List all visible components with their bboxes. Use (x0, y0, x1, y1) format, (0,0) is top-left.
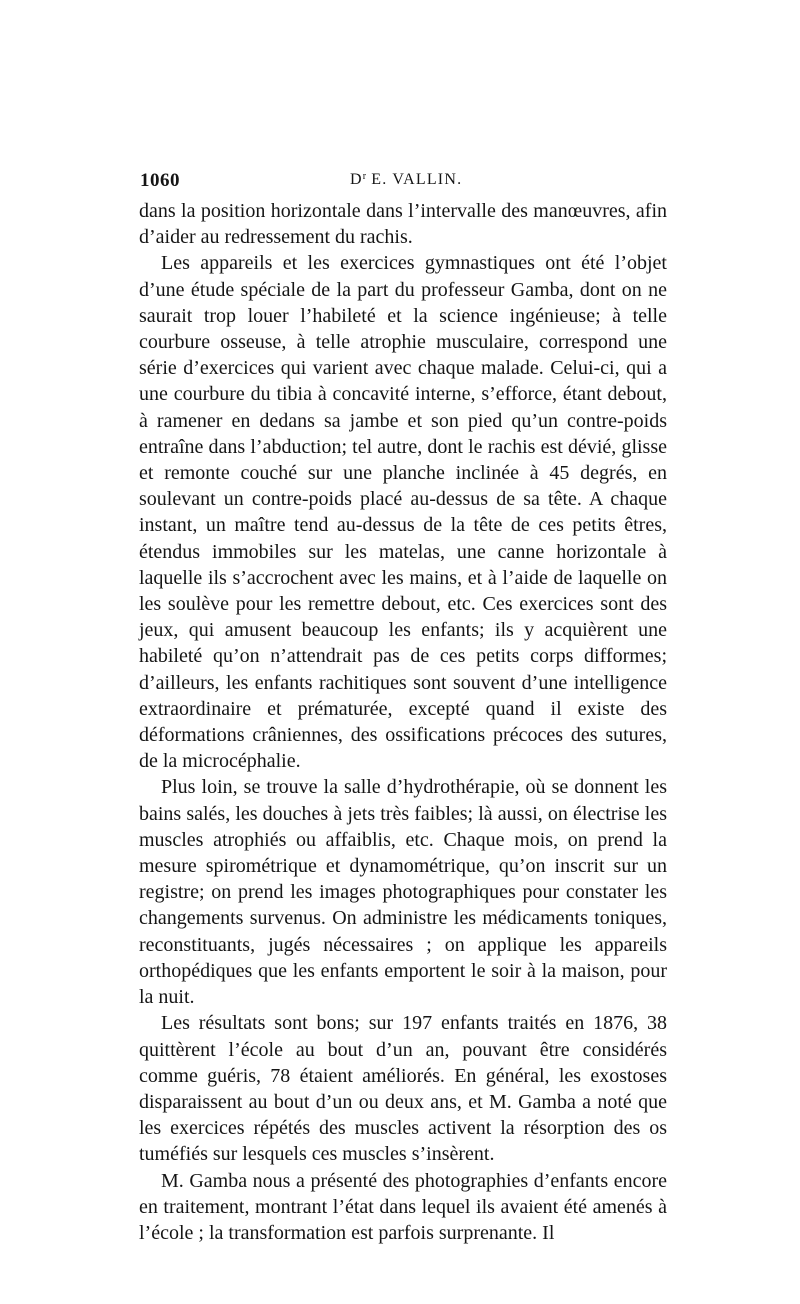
paragraph-continuation: dans la position horizontale dans l’intervalle des manœuvres, afin d’aider au redressement du rachis. (139, 200, 667, 249)
paragraph-gymnastics: Les appareils et les exercices gymnastiques ont été l’objet d’une étude spéciale de la part du professeur Gamba, dont on ne saurait trop louer l’habileté et la science ingénieuse; à telle courbure osseuse, à telle atrophie musculaire, correspond une série d’exercices qui varient avec chaque malade. Celui-ci, qui a une courbure du tibia à concavité interne, s’efforce, étant debout, à ramener en dedans sa jambe et son pied qu’un contre-poids entraîne dans l’abduction; tel autre, dont le rachis est dévié, glisse et remonte couché sur une planche inclinée à 45 degrés, en soulevant un contre-poids placé au-dessus de sa tête. A chaque instant, un maître tend au-dessus de la tête de ces petits êtres, étendus immobiles sur les matelas, une canne horizontale à laquelle ils s’accrochent avec les mains, et à l’aide de laquelle on les soulève pour les remettre debout, etc. Ces exercices sont des jeux, qui amusent beaucoup les enfants; ils y acquièrent une habileté qu’on n’attendrait pas de ces petits corps difformes; d’ailleurs, les enfants rachitiques sont souvent d’une intelligence extraordinaire et prématurée, excepté quand il existe des déformations crâniennes, des ossifications précoces des sutures, de la microcéphalie. (139, 252, 667, 773)
paragraph-results: Les résultats sont bons; sur 197 enfants traités en 1876, 38 quittèrent l’école au bout d’un an, pouvant être considérés comme guéris, 78 étaient améliorés. En général, les exostoses disparaissent au bout d’un ou deux ans, et M. Gamba a noté que les exercices répétés des muscles activent la résorption des os tuméfiés sur lesquels ces muscles s’insèrent. (139, 1012, 667, 1166)
page-header (140, 170, 666, 192)
page-number: 1060 (140, 170, 180, 191)
paragraph-hydrotherapy: Plus loin, se trouve la salle d’hydrothérapie, où se donnent les bains salés, les douches à jets très faibles; là aussi, on électrise les muscles atrophiés ou affaiblis, etc. Chaque mois, on prend la mesure spirométrique et dynamométrique, qu’on inscrit sur un registre; on prend les images photographiques pour constater les changements survenus. On administre les médicaments toniques, reconstituants, jugés nécessaires ; on applique les appareils orthopédiques que les enfants emportent le soir à la maison, pour la nuit. (139, 776, 667, 1009)
author-name: E. VALLIN. (366, 171, 463, 188)
paragraph-photographs: M. Gamba nous a présenté des photographies d’enfants encore en traitement, montrant l’état dans lequel ils avaient été amenés à l’école ; la transformation est parfois surprenante. Il (139, 1169, 667, 1244)
body-text (139, 198, 667, 1246)
author-prefix: D (350, 171, 363, 188)
author-sup: r (362, 171, 367, 182)
running-head-author (350, 171, 462, 189)
